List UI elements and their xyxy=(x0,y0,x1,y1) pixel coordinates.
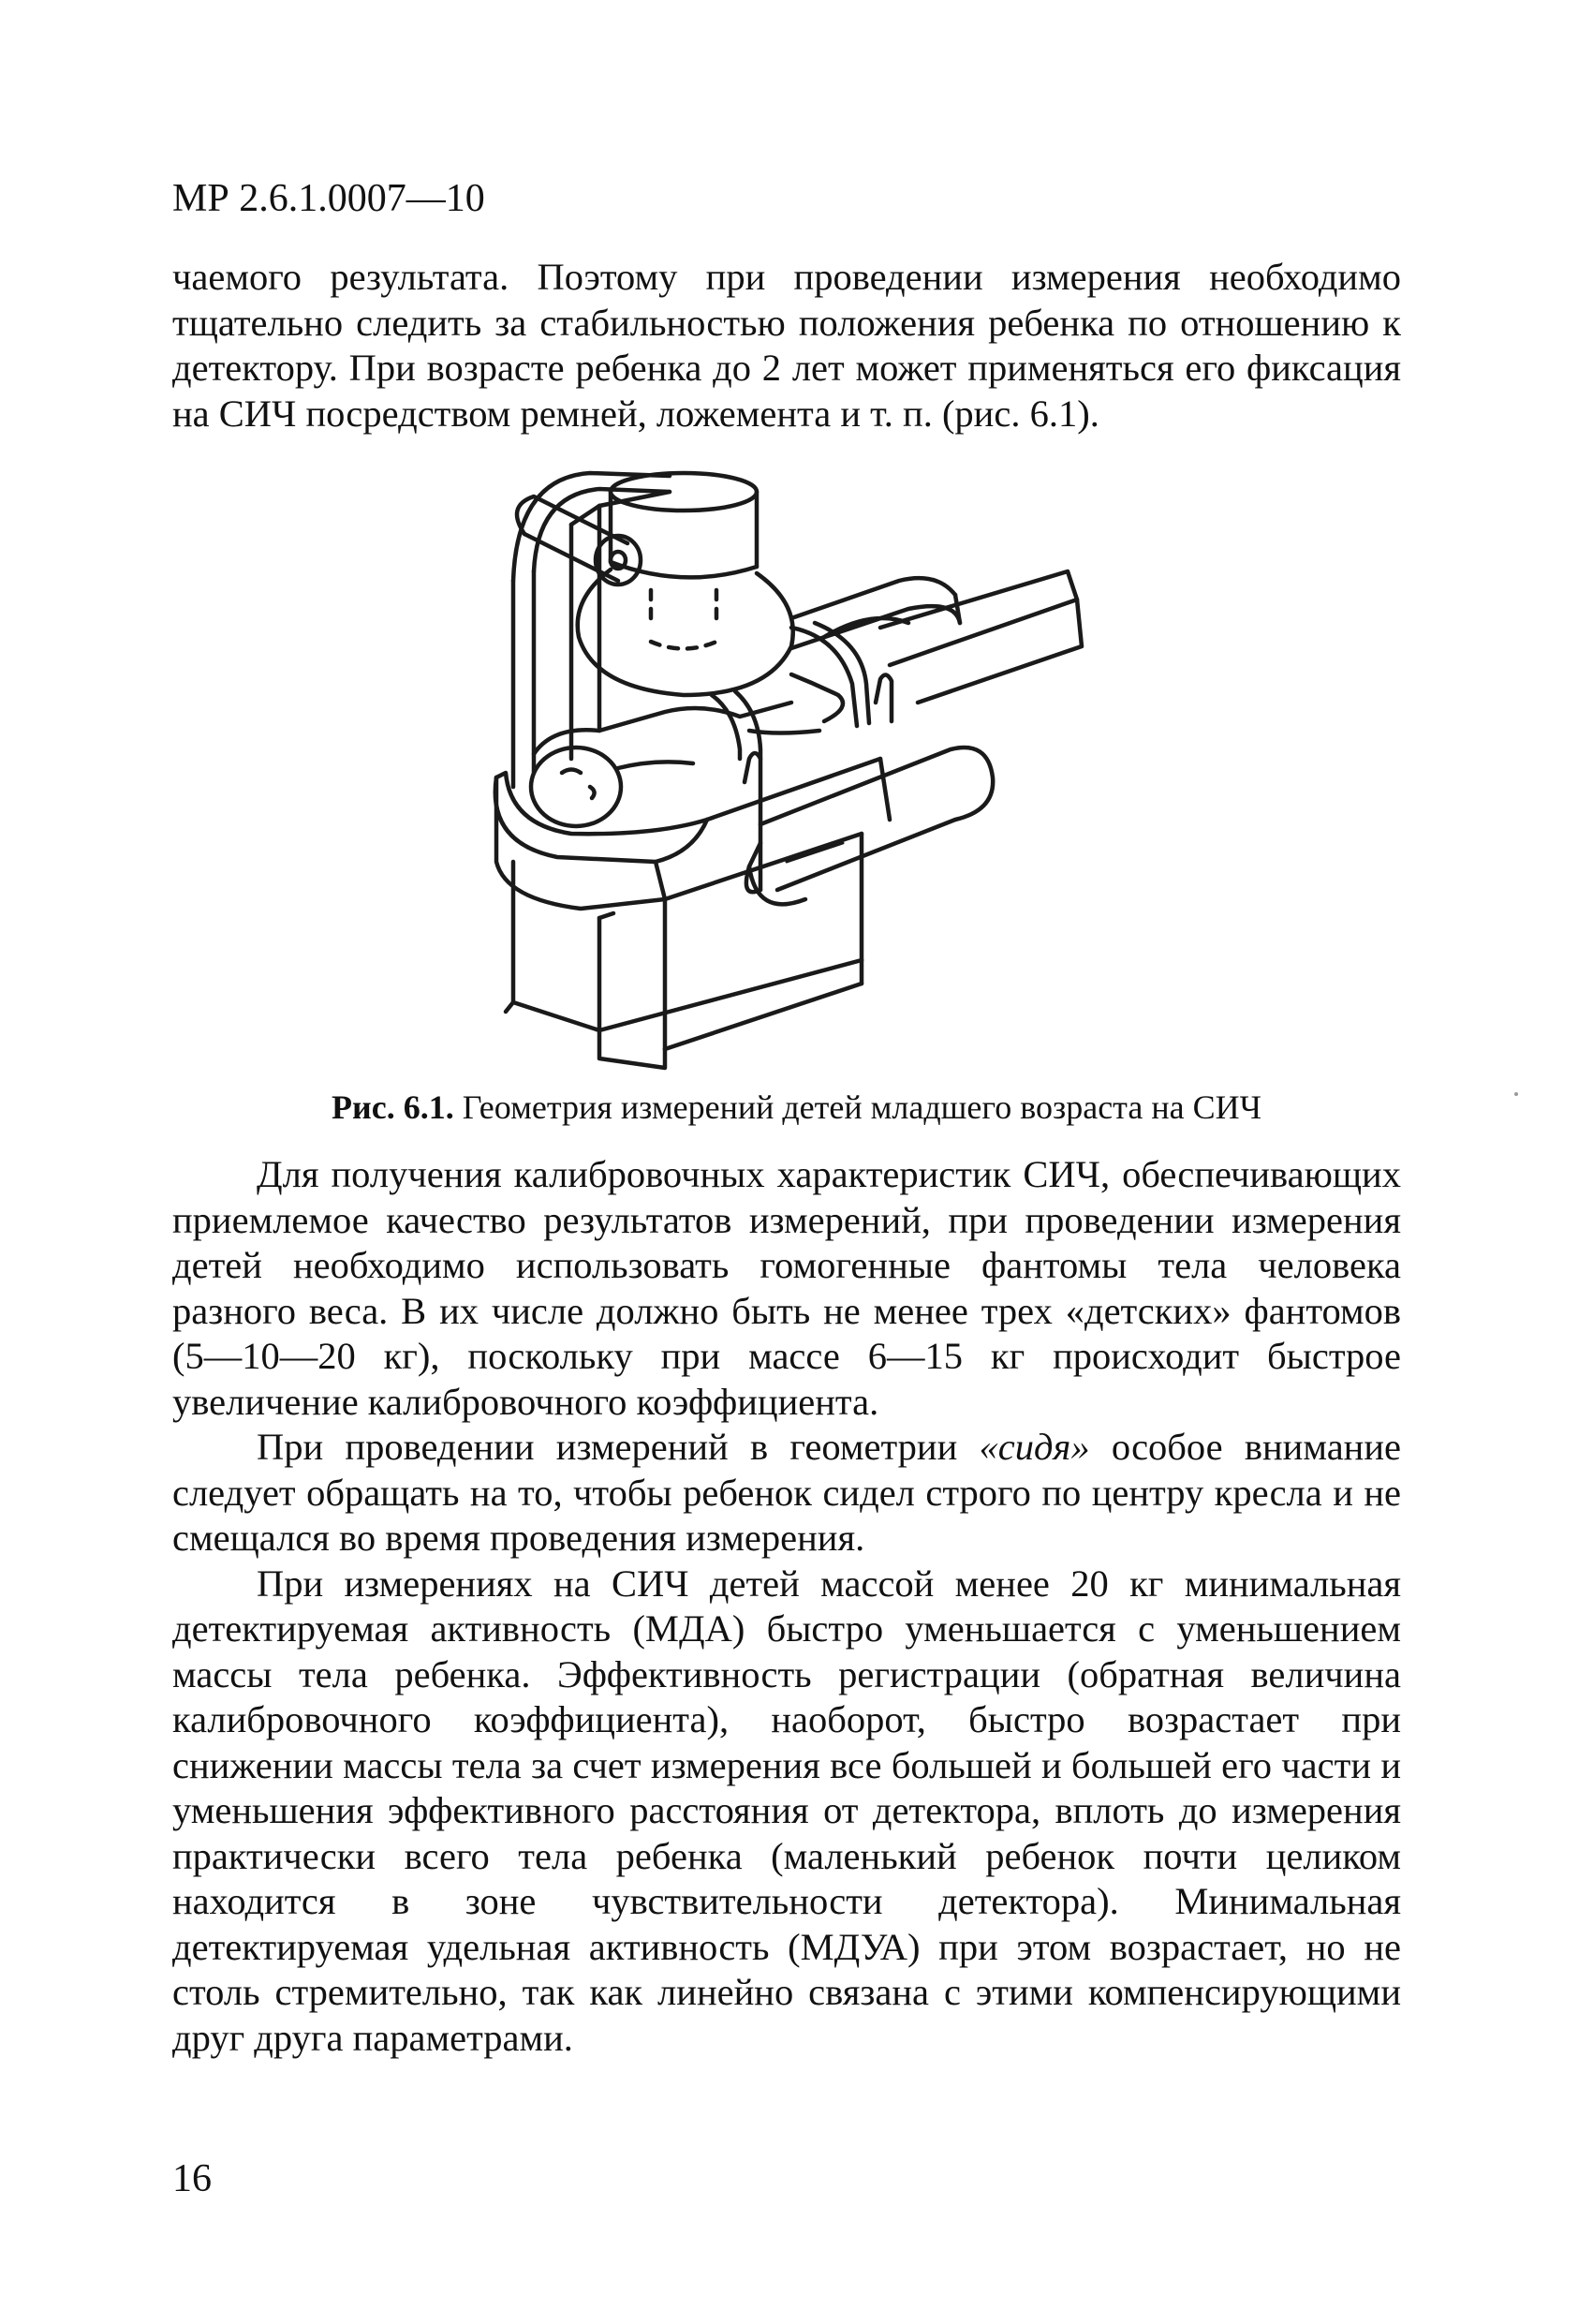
paragraph-sitting-geometry xyxy=(172,1425,1401,1562)
bed-far-side xyxy=(791,571,1082,703)
child-body xyxy=(531,674,843,826)
figure-6-1-drawing xyxy=(468,450,1124,1087)
document-code-header: МР 2.6.1.0007—10 xyxy=(172,177,485,220)
scan-speck xyxy=(1514,1092,1518,1096)
figure-caption-label: Рис. 6.1. xyxy=(332,1088,454,1126)
figure-caption-text: Геометрия измерений детей младшего возраста на СИЧ xyxy=(453,1088,1261,1126)
text-block-top xyxy=(172,255,1401,437)
infant-counter-illustration xyxy=(468,450,1124,1087)
page-number: 16 xyxy=(172,2157,212,2200)
paragraph-mda: При измерениях на СИЧ детей массой менее 20 кг минимальная детектируемая активность (МДА) быстро уменьшается с уменьшением массы тела ребенка. Эффективность регистрации (обратная величина калибровочного коэффициента), наоборот, быстро возрастает при снижении массы тела за счет измерения все большей и большей его части и уменьшения эффективного расстояния от детектора, вплоть до измерения практически всего тела ребенка (маленький ребенок почти целиком находится в зоне чувствительности детектора). Минимальная детектируемая удельная активность (МДУА) при этом возрастает, но не столь стремительно, так как линейно связана с этими компенсирующими друг друга параметрами. xyxy=(172,1562,1401,2059)
figure-caption xyxy=(0,1087,1593,1128)
stand-column xyxy=(513,473,670,787)
paragraph-continuation: чаемого результата. Поэтому при проведении измерения необходимо тщательно следить за стабильностью положения ребенка по отношению к детектору. При возрасте ребенка до 2 лет может применяться его фиксация на СИЧ посредством ремней, ложемента и т. п. (рис. 6.1). xyxy=(172,256,1401,435)
paragraph-sitting-italic: «сидя» xyxy=(979,1426,1090,1468)
paragraph-calibration: Для получения калибровочных характеристик СИЧ, обеспечивающих приемлемое качество результатов измерений, при проведении измерения детей необходимо использовать гомогенные фантомы тела человека разного веса. В их числе должно быть не менее трех «детских» фантомов (5—10—20 кг), поскольку при массе 6—15 кг происходит быстрое увеличение калибровочного коэффициента. xyxy=(172,1153,1401,1423)
cradle-bed xyxy=(495,759,890,909)
paragraph-sitting-part1: При проведении измерений в геометрии xyxy=(257,1426,980,1468)
base-pedestal xyxy=(506,834,862,1068)
paragraph-sitting-part2: особое внимание следует обращать на то, чтобы ребенок сидел строго по центру кресла и не смещался во время проведения измерения. xyxy=(172,1426,1402,1559)
text-block-main xyxy=(172,1152,1401,2061)
